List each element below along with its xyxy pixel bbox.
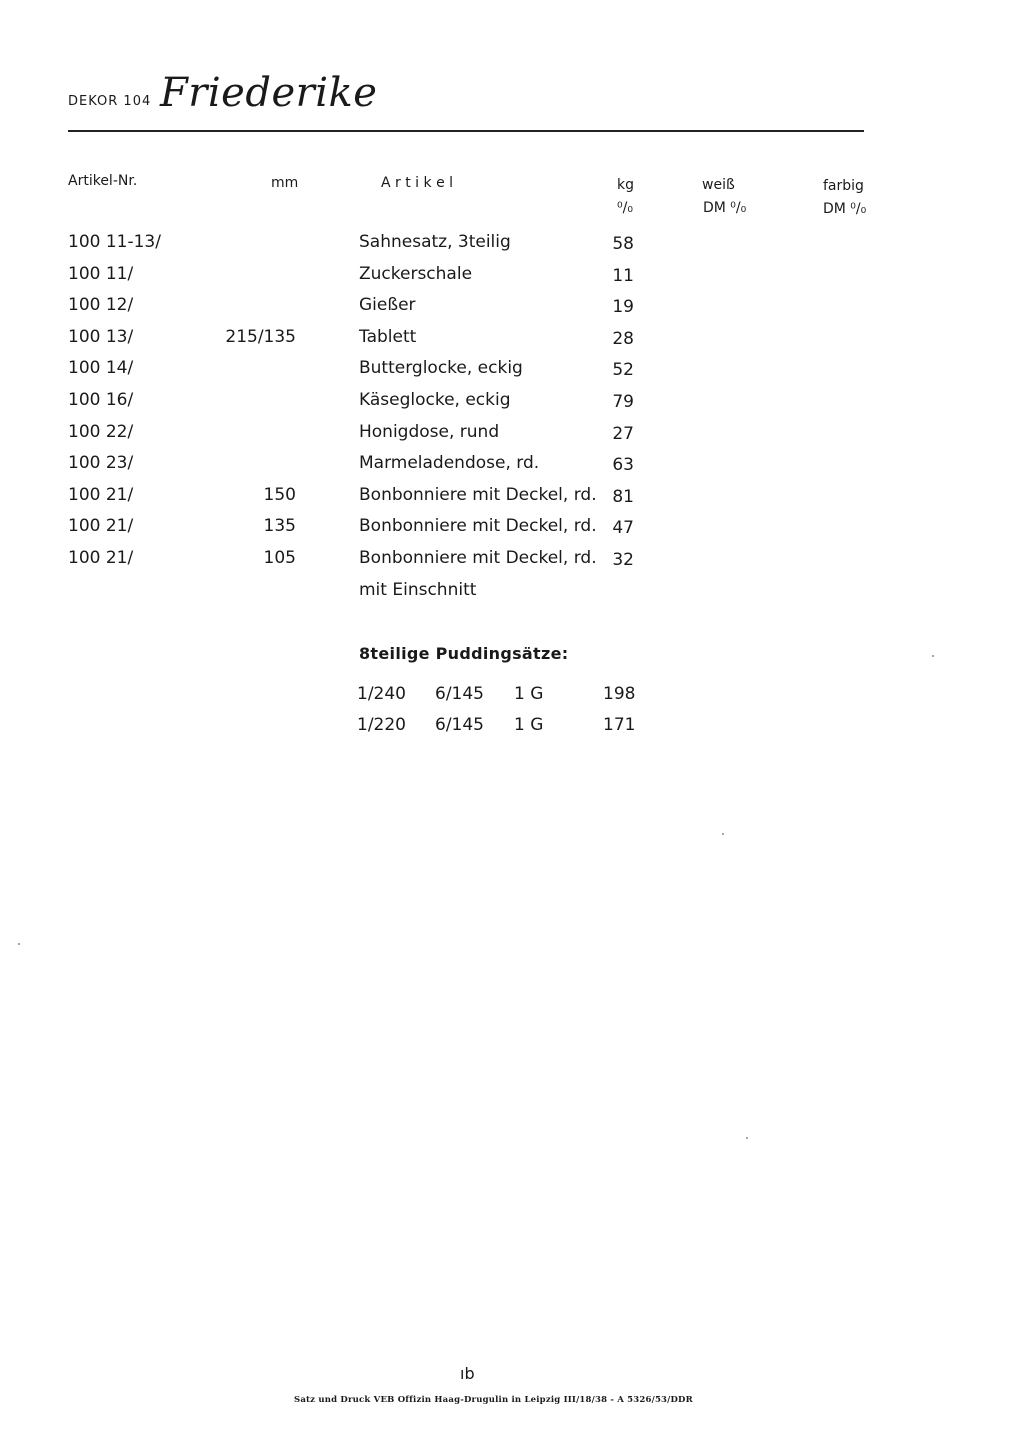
paper-speck [722,833,724,835]
col-header-kg: kg [617,177,634,193]
paper-speck [746,1137,748,1139]
pudding-title: 8teilige Puddingsätze: [359,644,569,663]
pudding-weight: 198 [603,684,636,704]
row-article-number: 100 23/ [68,453,134,473]
row-article-name: Gießer [359,295,416,315]
row-article-number: 100 22/ [68,422,134,442]
row-article-number: 100 14/ [68,358,134,378]
row-article-name: Butterglocke, eckig [359,358,523,378]
row-continuation: mit Einschnitt [359,580,477,600]
row-weight: 28 [612,329,634,349]
row-dimension: 150 [263,485,296,505]
printer-imprint: Satz und Druck VEB Offizin Haag-Drugulin in Leipzig III/18/38 - A 5326/53/DDR [294,1395,693,1405]
row-weight: 63 [612,455,634,475]
row-dimension: 105 [263,548,296,568]
pudding-size-b: 6/145 [435,715,484,735]
row-article-number: 100 21/ [68,548,134,568]
pudding-size-c: 1 G [514,684,544,704]
row-article-name: Bonbonniere mit Deckel, rd. [359,516,597,536]
row-weight: 47 [612,518,634,538]
pudding-size-b: 6/145 [435,684,484,704]
col-header-artikel: A r t i k e l [381,175,454,191]
row-article-name: Zuckerschale [359,264,473,284]
header-rule [68,130,864,132]
row-article-name: Bonbonniere mit Deckel, rd. [359,485,597,505]
row-weight: 79 [612,392,634,412]
row-weight: 19 [612,297,634,317]
pudding-weight: 171 [603,715,636,735]
paper-speck [18,943,20,945]
row-dimension: 135 [263,516,296,536]
col-header-farbig-unit: DM ⁰/₀ [823,201,867,217]
row-article-number: 100 21/ [68,485,134,505]
row-article-number: 100 11-13/ [68,232,161,252]
row-weight: 52 [612,360,634,380]
row-article-number: 100 13/ [68,327,134,347]
col-header-farbig: farbig [823,178,864,194]
row-weight: 27 [612,424,634,444]
row-weight: 32 [612,550,634,570]
dekor-label: DEKOR 104 [68,94,152,109]
col-header-weiss: weiß [702,177,735,193]
row-article-number: 100 12/ [68,295,134,315]
row-article-number: 100 11/ [68,264,134,284]
col-header-kg-unit: ⁰/₀ [617,200,633,216]
row-weight: 11 [612,266,634,286]
row-article-name: Marmeladendose, rd. [359,453,540,473]
row-weight: 58 [612,234,634,254]
pudding-size-a: 1/240 [357,684,406,704]
pudding-size-c: 1 G [514,715,544,735]
col-header-weiss-unit: DM ⁰/₀ [703,200,747,216]
row-article-name: Honigdose, rund [359,422,500,442]
row-weight: 81 [612,487,634,507]
row-article-name: Sahnesatz, 3teilig [359,232,511,252]
col-header-nr: Artikel-Nr. [68,173,138,189]
col-header-mm: mm [271,175,299,191]
row-dimension: 215/135 [225,327,296,347]
row-article-name: Bonbonniere mit Deckel, rd. [359,548,597,568]
row-article-name: Käseglocke, eckig [359,390,511,410]
decor-title: Friederike [160,70,378,116]
paper-speck [932,655,934,657]
pudding-size-a: 1/220 [357,715,406,735]
row-article-number: 100 21/ [68,516,134,536]
row-article-name: Tablett [359,327,417,347]
printer-mark: ıb [460,1364,475,1383]
row-article-number: 100 16/ [68,390,134,410]
